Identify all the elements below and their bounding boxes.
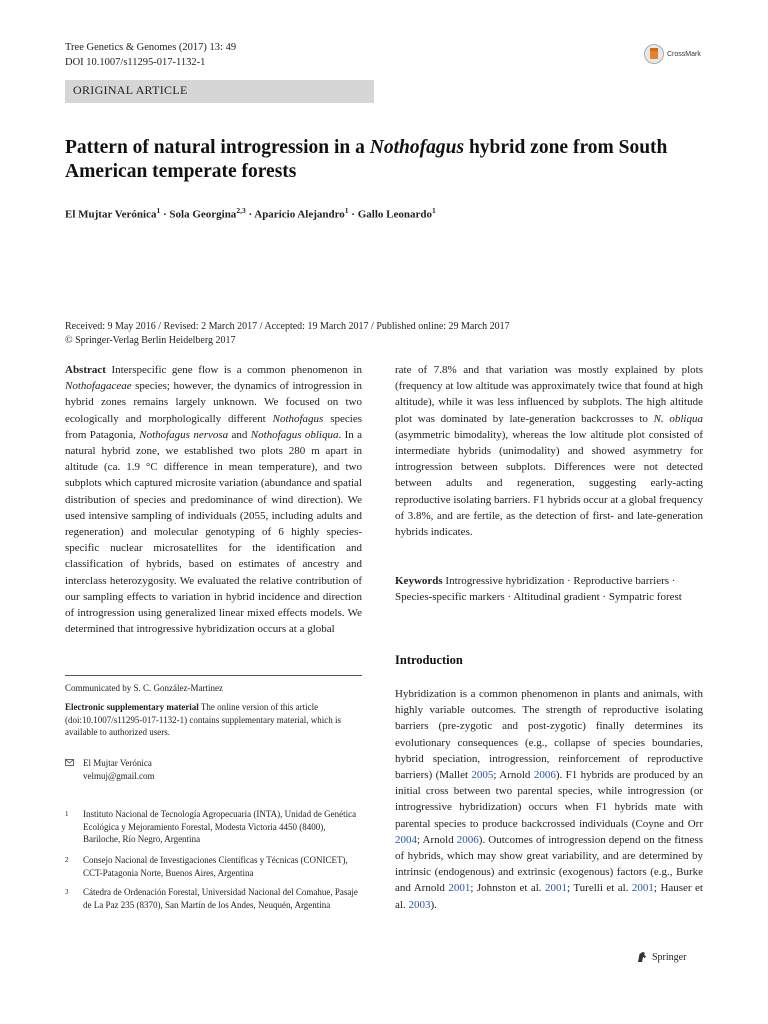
author[interactable]: El Mujtar Verónica (65, 208, 157, 221)
journal-line: Tree Genetics & Genomes (2017) 13: 49 (65, 42, 237, 53)
abstract-right: rate of 7.8% and that variation was mostly explained by plots (frequency at low altitude was approximately twice that found at high altitude), while it was less influenced by subplots. The high altitude plot was dominated by late-generation backcrosses to N. obliqua (asymmetric bimodality), whereas the low altitude plot consisted of intermediate hybrids (unimodality) and showed asymmetry for introgression between subplots. Differences were not detected between adults and regeneration, suggesting early-acting reproductive isolating barriers. F1 hybrids occur at a global frequency of 3.8%, and are fertile, as the detection of first- and late-generation hybrids indicates. (395, 364, 703, 539)
footnote-divider (65, 675, 362, 676)
abstract-left: Abstract Interspecific gene flow is a common phenomenon in Nothofagaceae species; however, the dynamics of introgression in hybrid zones remains largely unknown. We focused on two ecologically and morphologically different Nothofagus species from Patagonia, Nothofagus nervosa and Nothofagus obliqua. In a natural hybrid zone, we established two plots 280 m apart in altitude (ca. 1.9 °C difference in mean temperature), and two subplots which captured microsite variation (abundance and spatial distribution of species and predominance of wind direction). We used intensive sampling of individuals (2055, including adults and regeneration) and molecular genotyping of 6 highly species-specific nuclear microsatellites for the identification and classification of hybrids, based on estimates of ancestry and interclass heterozygosity. We evaluated the relative contribution of our sampling effects to variation in hybrid incidence and direction of introgression using generalized linear mixed effects models. We determined that introgressive hybridization occurs at a global (65, 364, 363, 636)
citation-link[interactable]: 2003 (408, 898, 431, 911)
publisher-name: Springer (652, 951, 687, 963)
keywords: Keywords Introgressive hybridization · Reproductive barriers · Species-specific markers · Altitudinal gradient · Sympatric forest (395, 575, 682, 604)
citation-link[interactable]: 2001 (448, 882, 471, 895)
citation-link[interactable]: 2001 (545, 882, 568, 895)
article-type-bar (65, 80, 374, 103)
crossmark-icon (644, 44, 664, 64)
citation-link[interactable]: 2006 (456, 833, 479, 846)
contact-email[interactable]: velmuj@gmail.com (83, 770, 155, 781)
crossmark-label: CrossMark (667, 50, 701, 58)
abstract-label: Abstract (65, 364, 106, 376)
esm-note: Electronic supplementary material The online version of this article (doi:10.1007/s11295-017-1132-1) contains supplementary material, which is available to authorized users. (65, 702, 342, 737)
contact-name: El Mujtar Verónica (83, 758, 152, 768)
communicated-by: Communicated by S. C. González-Martínez (65, 683, 223, 693)
copyright-line: © Springer-Verlag Berlin Heidelberg 2017 (65, 335, 236, 346)
citation-link[interactable]: 2006 (533, 769, 556, 782)
history-line: Received: 9 May 2016 / Revised: 2 March 2017 / Accepted: 19 March 2017 / Published online: 29 March 2017 (65, 321, 510, 332)
section-heading-introduction: Introduction (395, 653, 463, 667)
citation-link[interactable]: 2005 (471, 769, 494, 782)
crossmark-badge[interactable] (644, 44, 701, 64)
citation-link[interactable]: 2001 (631, 882, 654, 895)
article-title: Pattern of natural introgression in a Nothofagus hybrid zone from South American temperate forests (65, 137, 668, 182)
introduction-paragraph: Hybridization is a common phenomenon in plants and animals, with highly variable outcomes. The strength of reproductive isolating barriers (pre-zygotic and post-zygotic) finally determines its evolutionary consequences (e.g., collapse of species boundaries, hybrid speciation, introgression, reinforcement of reproductive barriers) (Mallet 2005; Arnold 2006). F1 hybrids are produced by an initial cross between two parental species, while introgression (or introgressive hybridization) occurs when F1 hybrids mate with parental species to produce backcrossed individuals (Coyne and Orr 2004; Arnold 2006). Outcomes of introgression depend on the fitness of hybrids, which may show great variability, and are determined by intrinsic (endogenous) and extrinsic (exogenous) factors (e.g., Burke and Arnold 2001; Johnston et al. 2001; Turelli et al. 2001; Hauser et al. 2003). (395, 688, 703, 911)
publisher-logo (636, 951, 686, 963)
journal-citation (65, 40, 236, 70)
author[interactable]: Sola Georgina (169, 208, 237, 221)
publication-dates (65, 320, 510, 348)
citation-link[interactable]: 2004 (395, 833, 417, 846)
author-list: El Mujtar Verónica$^1$ · Sola Georgina$^{2,3}$ · Aparicio Alejandro$^1$ · Gallo Leonardo$^1$ (65, 206, 436, 221)
envelope-icon (65, 759, 74, 766)
author[interactable]: Gallo Leonardo (357, 208, 432, 221)
article-type: ORIGINAL ARTICLE (73, 83, 188, 97)
author[interactable]: Aparicio Alejandro (254, 208, 345, 221)
doi-line[interactable]: DOI 10.1007/s11295-017-1132-1 (65, 57, 206, 68)
springer-horse-icon (636, 951, 648, 963)
keywords-label: Keywords (395, 575, 443, 587)
